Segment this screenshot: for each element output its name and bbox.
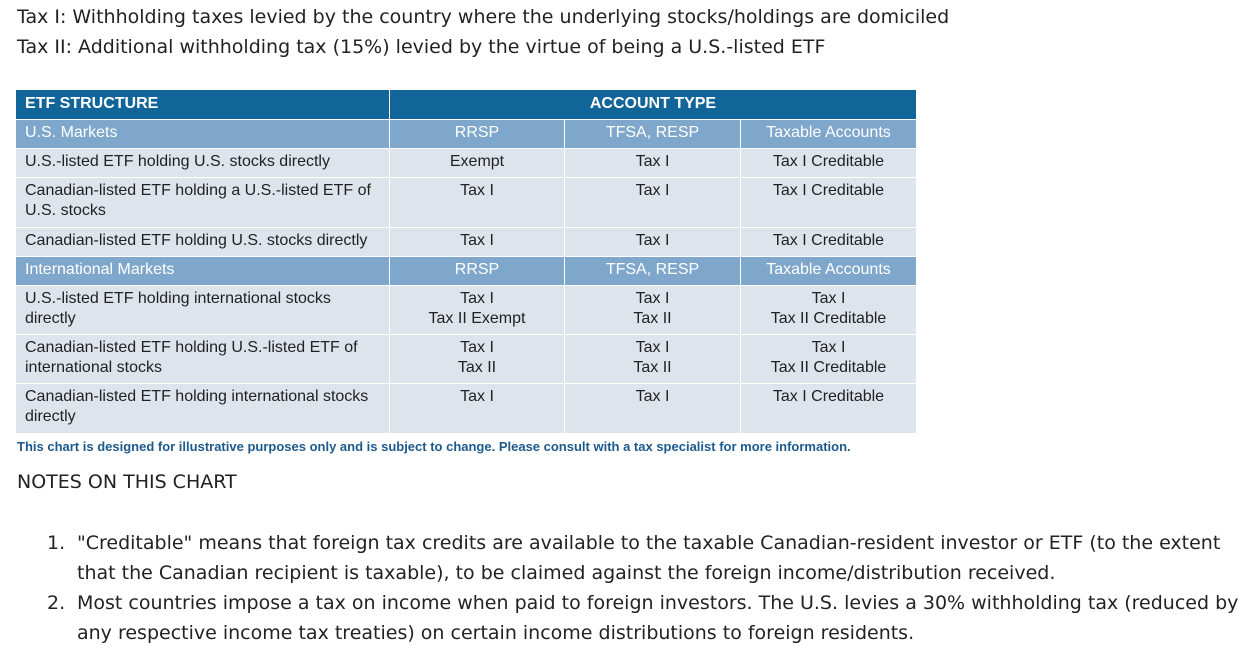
section-header-us-markets: U.S. Markets RRSP TFSA, RESP Taxable Accounts — [16, 119, 916, 148]
list-text: "Creditable" means that foreign tax credits are available to the taxable Canadian-resident investor or ETF (to the extent that the Canadian recipient is taxable), to be claimed against the foreign income/distribution received. — [77, 532, 1221, 584]
chart-disclaimer: This chart is designed for illustrative purposes only and is subject to change. Please consult with a tax specialist for more information. — [17, 439, 851, 454]
table-header — [16, 90, 916, 119]
table-row: Canadian-listed ETF holding a U.S.-listed ETF of U.S. stocks Tax I Tax I Tax I Creditable — [16, 177, 916, 227]
header-account-type: ACCOUNT TYPE — [589, 95, 717, 112]
list-text: Most countries impose a tax on income when paid to foreign investors. The U.S. levies a 30% withholding tax (reduced by any respective income tax treaties) on certain income distributions to foreign residents. — [77, 592, 1239, 644]
table-row: U.S.-listed ETF holding international stocks directly Tax I Tax II Exempt Tax I Tax II Tax I Tax II Creditable — [16, 285, 916, 334]
etf-tax-table — [16, 90, 916, 433]
tax-i-definition: Tax I: Withholding taxes levied by the country where the underlying stocks/holdings are domiciled — [17, 6, 950, 28]
list-number: 1. — [47, 532, 66, 554]
table-row: Canadian-listed ETF holding U.S.-listed ETF of international stocks Tax I Tax II Tax I Tax II Tax I Tax II Creditable — [16, 334, 916, 383]
section-header-international-markets: International Markets RRSP TFSA, RESP Taxable Accounts — [16, 256, 916, 285]
list-item — [47, 588, 1247, 648]
list-number: 2. — [47, 592, 66, 614]
table-row: U.S.-listed ETF holding U.S. stocks directly Exempt Tax I Tax I Creditable — [16, 148, 916, 177]
header-etf-structure: ETF STRUCTURE — [16, 90, 390, 119]
table-row: Canadian-listed ETF holding U.S. stocks directly Tax I Tax I Tax I Creditable — [16, 227, 916, 256]
tax-ii-definition: Tax II: Additional withholding tax (15%) levied by the virtue of being a U.S.-listed ETF — [17, 36, 826, 58]
list-item — [47, 528, 1247, 588]
intro-definitions — [17, 2, 949, 62]
table-row: Canadian-listed ETF holding international stocks directly Tax I Tax I Tax I Creditable — [16, 383, 916, 433]
notes-heading: NOTES ON THIS CHART — [17, 471, 237, 493]
notes-list — [47, 528, 1247, 648]
